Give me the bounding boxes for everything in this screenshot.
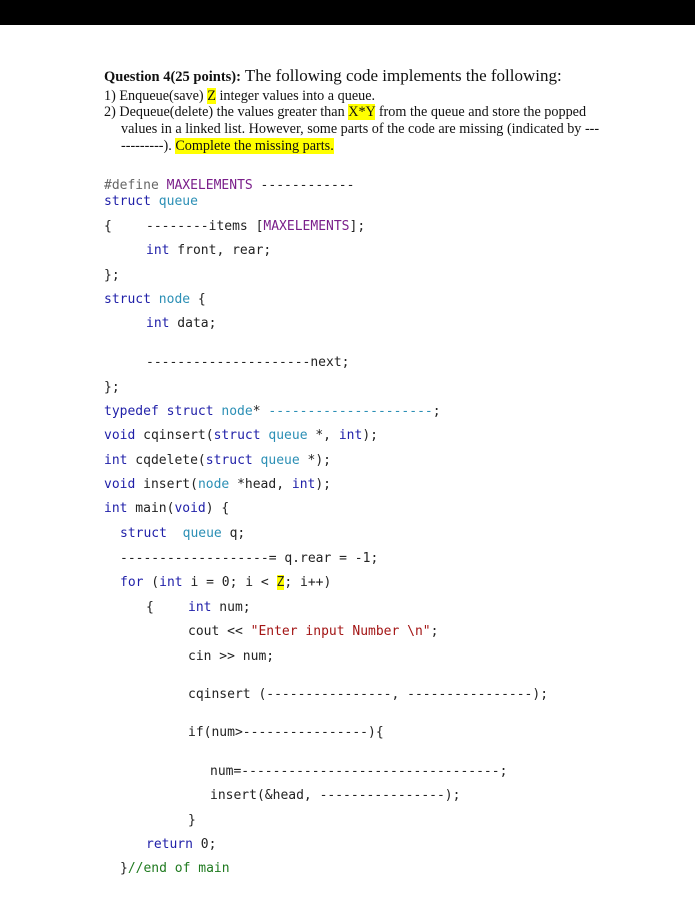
question-title: Question 4(25 points): The following code implements the following: (104, 66, 562, 85)
question-item-2: 2) Dequeue(delete) the values greater than X*Y from the queue and store the popped values in a linked list. However, some parts of the code are missing (indicated by --- ---------). Complete the missing parts. (104, 104, 600, 154)
code-line-if-close: } (188, 813, 196, 828)
code-line-cqdelete-proto: int cqdelete(struct queue *); (104, 453, 332, 468)
code-line-queue-q: struct queue q; (120, 526, 246, 541)
code-line-cin: cin >> num; (188, 649, 275, 664)
code-line-define: #define MAXELEMENTS ------------ (104, 178, 355, 193)
code-line-return: return 0; (146, 837, 217, 852)
code-line-front-init: -------------------= q.rear = -1; (120, 551, 379, 566)
code-line-close-2: }; (104, 380, 120, 395)
code-line-int-num: int num; (188, 600, 251, 615)
code-line-close-1: }; (104, 268, 120, 283)
code-line-struct-node: struct node { (104, 292, 206, 307)
code-line-front-rear: int front, rear; (146, 243, 272, 258)
code-line-num-assign: num=---------------------------------; (210, 764, 508, 779)
code-line-end-main: }//end of main (120, 861, 230, 876)
code-line-for: for (int i = 0; i < Z; i++) (120, 575, 332, 590)
code-line-data: int data; (146, 316, 217, 331)
code-line-items: --------items [MAXELEMENTS]; (146, 219, 366, 234)
code-line-struct-queue: struct queue (104, 194, 198, 209)
code-line-cout: cout << "Enter input Number \n"; (188, 624, 439, 639)
code-line-cqinsert-call: cqinsert (----------------, ----------------); (188, 687, 549, 702)
code-line-next: ---------------------next; (146, 355, 350, 370)
code-line-typedef: typedef struct node* ---------------------; (104, 404, 441, 419)
code-line-insert-proto: void insert(node *head, int); (104, 477, 332, 492)
code-line-insert-call: insert(&head, ----------------); (210, 788, 461, 803)
code-line-if: if(num>----------------){ (188, 725, 384, 740)
code-line-main: int main(void) { (104, 501, 230, 516)
question-item-1: 1) Enqueue(save) Z integer values into a queue. (104, 88, 376, 104)
code-line-cqinsert-proto: void cqinsert(struct queue *, int); (104, 428, 378, 443)
code-line-items-brace: { (104, 219, 112, 234)
code-line-for-brace: { (146, 600, 154, 615)
